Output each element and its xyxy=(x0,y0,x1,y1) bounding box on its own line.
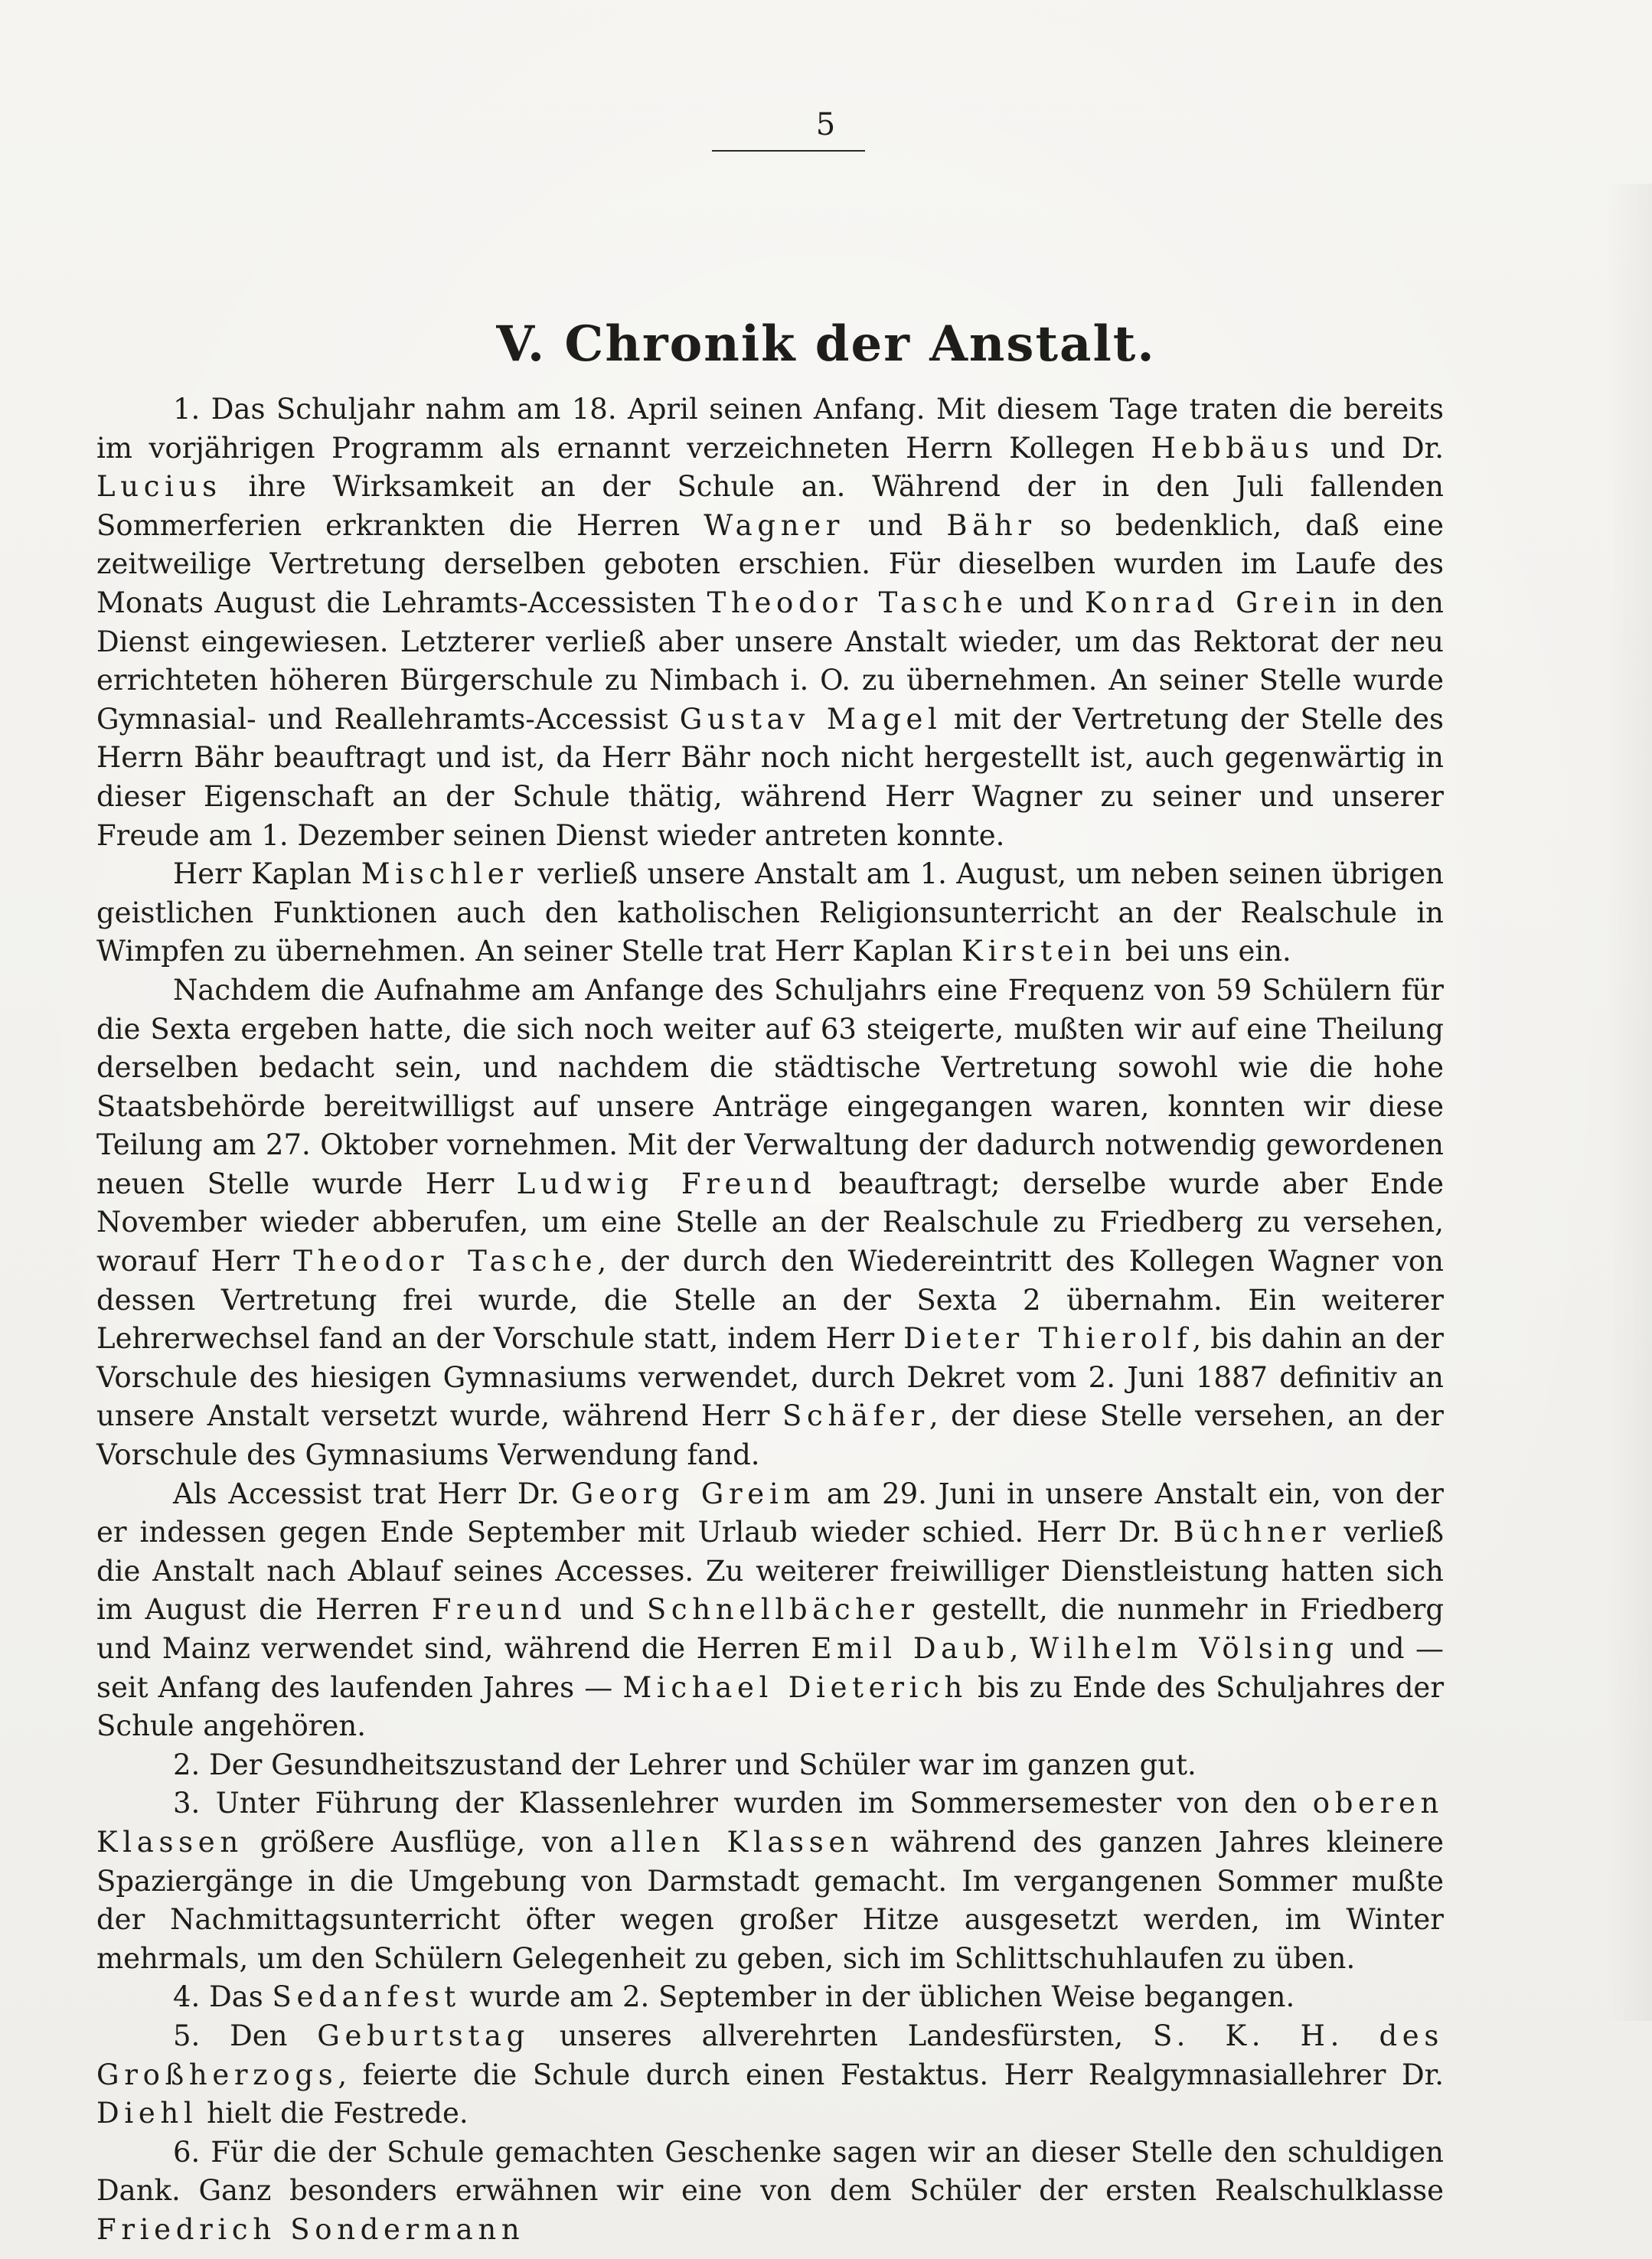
page-shadow xyxy=(1606,184,1652,2021)
spaced-name: Büchner xyxy=(1173,1516,1331,1549)
text-run: Herr Kaplan xyxy=(173,857,361,891)
paragraph-p7 xyxy=(96,1978,1444,2017)
paragraph-p4 xyxy=(96,1475,1444,1746)
spaced-name: Emil Daub xyxy=(811,1632,1010,1665)
paragraph-p5 xyxy=(96,1746,1444,1785)
text-run: unseres allverehrten Landesfürsten, xyxy=(529,2019,1153,2052)
text-run: Als Accessist trat Herr Dr. xyxy=(173,1477,571,1510)
paragraph-p1 xyxy=(96,390,1444,855)
spaced-name: Lucius xyxy=(96,470,222,504)
text-run: , xyxy=(1009,1632,1030,1665)
text-run: 4. Das xyxy=(173,1980,273,2014)
spaced-name: allen Klassen xyxy=(609,1825,874,1859)
spaced-name: Sedanfest xyxy=(272,1980,461,2014)
paragraph-p6 xyxy=(96,1784,1444,1978)
text-run: und xyxy=(566,1593,647,1627)
spaced-name: Freund xyxy=(431,1593,567,1627)
text-run: , der diese Stelle versehen, an der Vorschule des Gymnasiums Verwendung fand. xyxy=(96,1399,1444,1472)
text-run: bei uns ein. xyxy=(1116,935,1291,968)
paragraph-p3 xyxy=(96,971,1444,1475)
text-run: am 29. Juni in unsere Anstalt ein, von der er indessen gegen Ende September mit Urlaub wieder schied. Herr Dr. xyxy=(96,1477,1444,1549)
text-run: 1. Das Schuljahr nahm am 18. April seinen Anfang. Mit diesem Tage traten die bereits im vorjährigen Programm als ernannt verzeichneten Herrn Kollegen xyxy=(96,393,1444,465)
text-run: größere Ausflüge, von xyxy=(243,1825,610,1859)
spaced-name: Mischler xyxy=(361,857,528,891)
text-run: ihre Wirksamkeit an der Schule an. Während der in den Juli fallenden Sommerferien erkrankten die Herren xyxy=(96,470,1444,542)
text-run: , feierte die Schule durch einen Festaktus. Herr Realgymnasiallehrer Dr. xyxy=(338,2058,1444,2091)
body-text xyxy=(96,390,1444,2250)
text-run: so bedenklich, daß eine zeitweilige Vertretung derselben geboten erschien. Für dieselben wurden im Laufe des Monats August die Lehramts-Accessisten xyxy=(96,508,1444,619)
text-run: 5. Den xyxy=(173,2019,318,2052)
text-run: beauftragt; derselbe wurde aber Ende November wieder abberufen, um eine Stelle an der Realschule zu Friedberg zu versehen, worauf Herr xyxy=(96,1167,1444,1278)
text-run: mit der Vertretung der Stelle des Herrn Bähr beauftragt und ist, da Herr Bähr noch nicht hergestellt ist, auch gegenwärtig in dieser Eigenschaft an der Schule thätig, während Herr Wagner zu seiner und unserer Freude am 1. Dezember seinen Dienst wieder antreten konnte. xyxy=(96,702,1444,852)
text-run: 6. Für die der Schule gemachten Geschenke sagen wir an dieser Stelle den schuldigen Dank. Ganz besonders erwähnen wir eine von dem Schüler der ersten Realschulklasse xyxy=(96,2135,1444,2208)
page-number: 5 xyxy=(815,107,837,142)
text-run: während des ganzen Jahres kleinere Spaziergänge in die Umgebung von Darmstadt gemacht. Im vergangenen Sommer mußte der Nachmittagsunterricht öfter wegen großer Hitze ausgesetzt werden, im Winter mehrmals, um den Schülern Gelegenheit zu geben, sich im Schlittschuhlaufen zu üben. xyxy=(96,1825,1444,1975)
spaced-name: Bähr xyxy=(946,508,1037,542)
spaced-name: Wilhelm Völsing xyxy=(1029,1632,1339,1665)
spaced-name: Theodor Tasche xyxy=(707,586,1008,619)
text-run: und — seit Anfang des laufenden Jahres — xyxy=(96,1632,1445,1704)
paragraph-p2 xyxy=(96,855,1444,971)
spaced-name: Schäfer xyxy=(782,1399,929,1433)
spaced-name: Theodor Tasche xyxy=(293,1245,598,1278)
spaced-name: Georg Greim xyxy=(570,1477,816,1510)
spaced-name: Gustav Magel xyxy=(679,702,942,736)
spaced-name: Dieter Thierolf xyxy=(903,1322,1193,1356)
spaced-name: oberen Klassen xyxy=(96,1787,1444,1859)
text-run: hielt die Festrede. xyxy=(198,2097,469,2130)
spaced-name: Kirstein xyxy=(961,935,1117,968)
spaced-name: Schnellbächer xyxy=(646,1593,919,1627)
paragraph-p9 xyxy=(96,2133,1444,2250)
text-run: verließ die Anstalt nach Ablauf seines Accesses. Zu weiterer freiwilliger Dienstleistung hatten sich im August die Herren xyxy=(96,1516,1444,1627)
spaced-name: Michael Dieterich xyxy=(622,1670,968,1704)
text-run: gestellt, die nunmehr in Friedberg und Mainz verwendet sind, während die Herren xyxy=(96,1593,1445,1665)
text-run: , bis dahin an der Vorschule des hiesigen Gymnasiums verwendet, durch Dekret vom 2. Juni 1887 definitiv an unsere Anstalt versetzt wurde, während Herr xyxy=(96,1322,1444,1433)
paragraph-p8 xyxy=(96,2017,1444,2133)
text-run: und Dr. xyxy=(1314,431,1444,465)
section-title: V. Chronik der Anstalt. xyxy=(496,315,1156,373)
text-run: und xyxy=(844,508,947,542)
spaced-name: Geburtstag xyxy=(317,2019,530,2052)
spaced-name: S. K. H. des Großherzogs xyxy=(96,2019,1444,2091)
text-run: wurde am 2. September in der üblichen Weise begangen. xyxy=(460,1980,1295,2014)
text-run: bis zu Ende des Schuljahres der Schule angehören. xyxy=(96,1670,1445,1743)
spaced-name: Friedrich Sondermann xyxy=(96,2212,525,2246)
text-run: und xyxy=(1007,586,1085,619)
spaced-name: Wagner xyxy=(704,508,845,542)
spaced-name: Konrad Grein xyxy=(1084,586,1342,619)
spaced-name: Hebbäus xyxy=(1151,431,1314,465)
spaced-name: Diehl xyxy=(96,2097,198,2130)
text-run: Nachdem die Aufnahme am Anfange des Schuljahrs eine Frequenz von 59 Schülern für die Sexta ergeben hatte, die sich noch weiter auf 63 steigerte, mußten wir auf eine Theilung derselben bedacht sein, und nachdem die städtische Vertretung sowohl wie die hohe Staatsbehörde bereitwilligst auf unsere Anträge eingegangen waren, konnten wir diese Teilung am 27. Oktober vornehmen. Mit der Verwaltung der dadurch notwendig gewordenen neuen Stelle wurde Herr xyxy=(96,973,1444,1200)
text-run: verließ unsere Anstalt am 1. August, um neben seinen übrigen geistlichen Funktionen auch den katholischen Religionsunterricht an der Realschule in Wimpfen zu übernehmen. An seiner Stelle trat Herr Kaplan xyxy=(96,857,1444,968)
text-run: 3. Unter Führung der Klassenlehrer wurden im Sommersemester von den xyxy=(173,1787,1313,1820)
text-run: in den Dienst eingewiesen. Letzterer verließ aber unsere Anstalt wieder, um das Rektorat der neu errichteten höheren Bürgerschule zu Nimbach i. O. zu übernehmen. An seiner Stelle wurde Gymnasial- und Reallehramts-Accessist xyxy=(96,586,1444,736)
text-run: , der durch den Wiedereintritt des Kollegen Wagner von dessen Vertretung frei wurde, die Stelle an der Sexta 2 übernahm. Ein weiterer Lehrerwechsel fand an der Vorschule statt, indem Herr xyxy=(96,1245,1445,1356)
page-number-rule xyxy=(712,150,865,152)
text-run: 2. Der Gesundheitszustand der Lehrer und Schüler war im ganzen gut. xyxy=(173,1748,1197,1781)
spaced-name: Ludwig Freund xyxy=(516,1167,817,1200)
